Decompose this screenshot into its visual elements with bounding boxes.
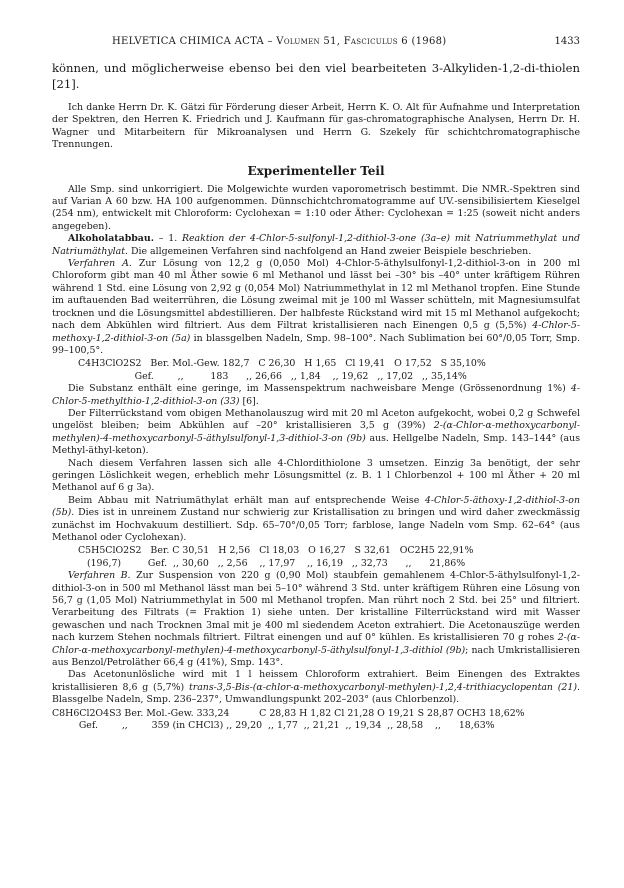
page-number: 1433 [554, 36, 580, 47]
verfahren-a-text: Zur Lösung von 12,2 g (0,050 Mol) 4-Chlor-5-äthylsulfonyl-1,2-dithiol-3-on in 200 ml Chloroform gibt man 40 ml Äther sowie 6 ml Methanol und lässt bei –30° bis –40° unter kräftigem Rühren während 1 Std. eine Lösung von 2,92 g (0,054 Mol) Natriummethylat in 12 ml Methanol tropfen. Eine Stunde im auftauenden Bad weiterrühren, die Lösung zweimal mit je 100 ml Wasser schütteln, mit Magnesiumsulfat trocknen und die Lösungsmittel abdestillieren. Der halbfeste Rückstand wird mit 15 ml Methanol aufgekocht; nach dem Abkühlen wird filtriert. Aus dem Filtrat kristallisieren nach Einengen 0,5 g (5,5%) [52, 258, 580, 332]
filter-paragraph [52, 408, 580, 458]
alkoholat-rest: Die allgemeinen Verfahren sind nachfolgend an Hand zweier Beispiele beschrieben. [128, 245, 532, 257]
analysis-21-found: Gef. ,, 359 (in CHCl3) ,, 29,20 ,, 1,77 ,, 21,21 ,, 19,34 ,, 28,58 ,, 18,63% [52, 720, 495, 732]
aethylat-text-end: . Dies ist in unreinem Zustand nur schwierig zur Kristallisation zu bringen und wird daher zweckmässig zunächst im Hochvakuum destilliert. Sdp. 65–70°/0,05 Torr; farblose, lange Nadeln vom Smp. 62–64° (aus Methanol oder Cyclohexan). [52, 507, 580, 543]
methylthio-paragraph [52, 383, 580, 408]
verfahren-b-paragraph [52, 570, 580, 669]
methylthio-text: Die Substanz enthält eine geringe, im Massenspektrum nachweisbare Menge (Grössenordnung 1%) [68, 383, 571, 395]
analysis-5b-found: (196,7) Gef. ,, 30,60 ,, 2,56 ,, 17,97 ,, 16,19 ,, 32,73 ,, 21,86% [78, 557, 466, 569]
nach-paragraph: Nach diesem Verfahren lassen sich alle 4-Chlordithiolone 3 umsetzen. Einzig 3a benötigt, der sehr geringen Löslichkeit wegen, erheblich mehr Lösungsmittel (z. B. 1 l Chlorbenzol + 100 ml Äther + 20 ml Methanol auf 6 g 3a). [52, 457, 580, 494]
verfahren-b-label: Verfahren B. [68, 570, 131, 582]
acknowledgement: Ich danke Herrn Dr. K. Gätzi für Förderung dieser Arbeit, Herrn K. O. Alt für Aufnahme und Interpretation der Spektren, den Herren K. Friedrich und J. Kaufmann für gas-chromatographische Analysen, Herrn Dr. H. Wagner und Mitarbeitern für Mikroanalysen und Herrn G. Szekely für schichtchromatographische Trennungen. [52, 102, 580, 151]
aethylat-text: Beim Abbau mit Natriumäthylat erhält man auf entsprechende Weise [68, 494, 425, 506]
acetone-insoluble-paragraph [52, 669, 580, 706]
acetone-text: Das Acetonunlösliche wird mit 1 l heissem Chloroform extrahiert. Beim Einengen des Extraktes kristallisieren 8,6 g (5,7%) [52, 669, 580, 693]
intro-paragraph: können, und möglicherweise ebenso bei den viel bearbeiteten 3-Alkyliden-1,2-di-thiolen [21]. [52, 61, 580, 91]
compound-9b-b: 2-(α-Chlor-α-methoxycarbonyl-methylen)-4-methoxycarbonyl-5-äthylsulfonyl-1,3-dithiol (9b) [52, 632, 580, 656]
compound-5a: 4-Chlor-5-methoxy-1,2-dithiol-3-on (5a) [52, 320, 580, 344]
methylthio-ref: [6]. [239, 395, 259, 407]
analysis-21-calc: C8H6Cl2O4S3 Ber. Mol.-Gew. 333,24 C 28,83 H 1,82 Cl 21,28 O 19,21 S 28,87 OCH3 18,62% [52, 707, 525, 719]
acetone-text-end: . Blassgelbe Nadeln, Smp. 236–237°, Umwandlungspunkt 202–203° (aus Chlorbenzol). [52, 681, 580, 706]
general-remarks: Alle Smp. sind unkorrigiert. Die Molgewichte wurden vaporometrisch bestimmt. Die NMR.-Spektren sind auf Varian A 60 bzw. HA 100 aufgenommen. Dünnschichtchromatogramme auf UV.-sensibilisiertem Kieselgel (254 nm), entwickelt mit Chloroform: Cyclohexan = 1:10 oder Äther: Cyclohexan = 1:25 (soweit nicht anders angegeben). [52, 183, 580, 232]
filter-text-end: aus. Hellgelbe Nadeln, Smp. 143–144° (aus Methyl-äthyl-keton). [52, 432, 580, 457]
verfahren-b-text-end: ; nach Umkristallisieren aus Benzol/Petroläther 66,4 g (41%), Smp. 143°. [52, 644, 581, 669]
aethylat-paragraph [52, 495, 580, 545]
verfahren-b-text: Zur Suspension von 220 g (0,90 Mol) staubfein gemahlenem 4-Chlor-5-äthylsulfonyl-1,2-dithiol-3-on in 500 ml Methanol lässt man bei 5–10° während 3 Std. unter kräftigem Rühren eine Lösung von 56,7 g (1,05 Mol) Natriummethylat in 500 ml Methanol tropfen. Man rührt noch 2 Std. bei 25° und filtriert. Verarbeitung des Filtrats (= Fraktion 1) siehe unten. Der kristalline Filterrückstand wird mit Wasser gewaschen und nach Trocknen 3mal mit je 400 ml siedendem Aceton extrahiert. Die Acetonauszüge werden nach kurzem Stehen nochmals filtriert. Filtrat einengen und auf 0° kühlen. Es kristallisieren 70 g rohes [52, 570, 581, 644]
journal-header: HELVETICA CHIMICA ACTA – Volumen 51, Fasciculus 6 (1968) [112, 36, 447, 47]
analysis-5a-found: Gef. ,, 183 ,, 26,66 ,, 1,84 ,, 19,62 ,, 17,02 ,, 35,14% [78, 370, 467, 382]
compound-21: trans-3,5-Bis-(α-chlor-α-methoxycarbonyl-methylen)-1,2,4-trithiacyclopentan (21) [188, 681, 578, 693]
analysis-5b-calc: C5H5ClO2S2 Ber. C 30,51 H 2,56 Cl 18,03 O 16,27 S 32,61 OC2H5 22,91% [78, 545, 474, 557]
alkoholat-paragraph [52, 233, 580, 258]
compound-9b: 2-(α-Chlor-α-methoxycarbonyl-methylen)-4-methoxycarbonyl-5-äthylsulfonyl-1,3-dithiol-3-on (9b) [52, 420, 580, 444]
analysis-5a-calc: C4H3ClO2S2 Ber. Mol.-Gew. 182,7 C 26,30 H 1,65 Cl 19,41 O 17,52 S 35,10% [78, 358, 486, 370]
verfahren-a-label: Verfahren A. [68, 258, 132, 270]
verfahren-a-paragraph [52, 258, 580, 357]
compound-33: 4-Chlor-5-methylthio-1,2-dithiol-3-on (33) [52, 383, 580, 407]
filter-text: Der Filterrückstand vom obigen Methanolauszug wird mit 20 ml Aceton aufgekocht, wobei 0,2 g Schwefel ungelöst bleiben; beim Abkühlen auf –20° kristallisieren 3,5 g (39%) [52, 407, 580, 432]
reaction-title: Reaktion der 4-Chlor-5-sulfonyl-1,2-dithiol-3-one (3a–e) mit Natriummethylat und Natriumäthylat. [52, 233, 580, 257]
compound-5b: 4-Chlor-5-äthoxy-1,2-dithiol-3-on (5b) [52, 494, 580, 519]
running-header [52, 36, 580, 54]
alkoholat-heading: Alkoholatabbau. [68, 233, 154, 245]
verfahren-a-text-end: in blassgelben Nadeln, Smp. 98–100°. Nach Sublimation bei 60°/0,05 Torr, Smp. 99–100,5°. [52, 332, 580, 356]
section-number: – 1. [153, 233, 182, 245]
section-title: Experimenteller Teil [247, 163, 385, 178]
